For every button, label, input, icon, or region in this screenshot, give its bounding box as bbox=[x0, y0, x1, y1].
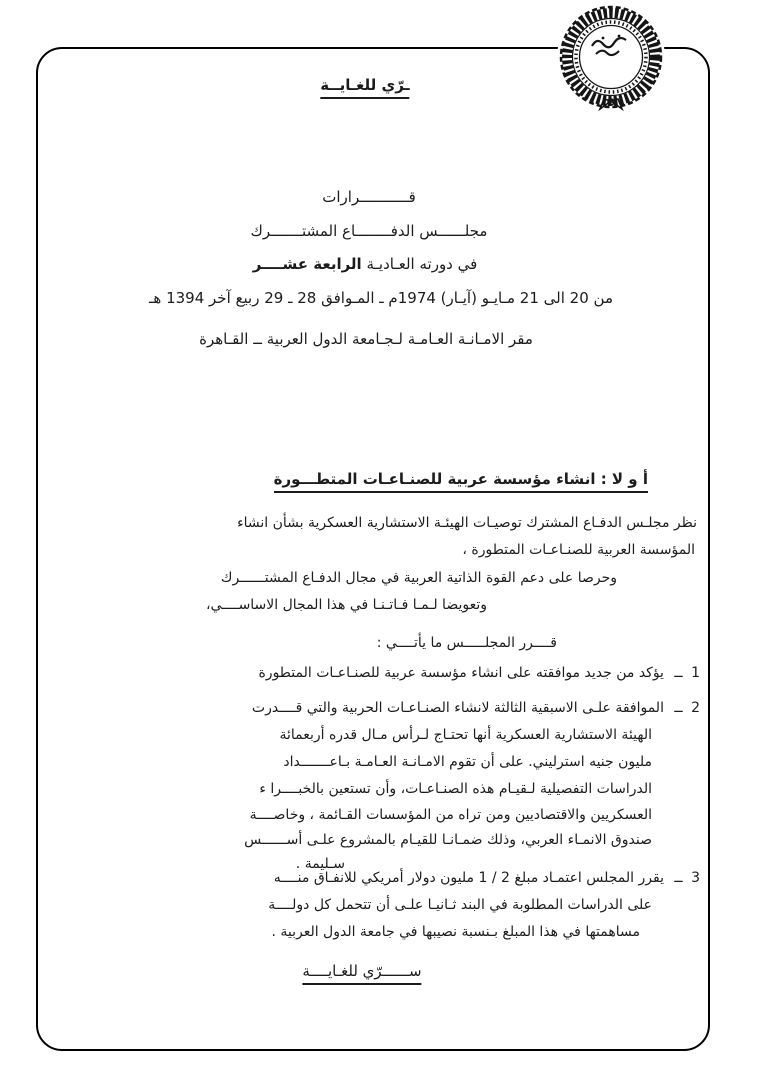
session-line bbox=[253, 255, 478, 273]
item-2-line-5: العسكريين والاقتصاديين ومن تراه من المؤسسات القـائمة ، وخاصــــة bbox=[249, 807, 652, 823]
session-venue: مقر الامـانـة العـامـة لـجـامعة الدول العربية ــ القـاهرة bbox=[199, 330, 533, 348]
classification-top bbox=[320, 76, 409, 94]
item-3-line-2: على الدراسات المطلوبة في البند ثـانيـا علـى أن تتحمل كل دولــــة bbox=[268, 897, 652, 913]
decision-item-1 bbox=[258, 665, 700, 681]
item-2-number: 2 bbox=[691, 700, 700, 716]
paragraph-2-line-1: وحرصا على دعم القوة الذاتية العربية في مجال الدفـاع المشتــــــرك bbox=[220, 570, 617, 586]
section-first-heading bbox=[274, 470, 648, 488]
classification-bottom bbox=[302, 962, 421, 980]
item-2-line-2: الهيئة الاستشارية العسكرية أنها تحتـاج لـرأس مـال قدره أربعمائة bbox=[279, 727, 652, 743]
item-2-line-4: الدراسات التفصيلية لـقيـام هذه الصنـاعـات، وأن تستعين بالخبــــرا ء bbox=[259, 781, 652, 797]
item-2-dash: ــ bbox=[674, 700, 683, 716]
arab-league-emblem-icon bbox=[556, 2, 666, 118]
classification-top-text: ـرّي للغـايــة bbox=[320, 76, 409, 99]
item-2-line-3: مليون جنيه استرليني. على أن تقوم الامـانـة العـامـة بـاعـــــــداد bbox=[283, 754, 652, 770]
session-dates: من 20 الى 21 مـايـو (آيـار) 1974م ـ المـوافق 28 ـ 29 ربيع آخر 1394 هـ bbox=[148, 289, 614, 307]
item-3-line-3: مساهمتها في هذا المبلغ بـنسبة نصيبها في جامعة الدول العربية . bbox=[271, 924, 640, 940]
decision-item-2 bbox=[252, 700, 700, 716]
session-number: الرابعة عشــــر bbox=[252, 255, 362, 273]
doc-title: قـــــــــــرارات bbox=[322, 188, 416, 206]
classification-bottom-text: ســــــرّي للغـايــــة bbox=[302, 962, 421, 985]
paragraph-2-line-2: وتعويضا لـمـا فـاتـنـا في هذا المجال الاساســــي، bbox=[205, 597, 487, 613]
item-1-number: 1 bbox=[691, 665, 700, 681]
council-name: مجلــــــس الدفــــــــاع المشتـــــــرك bbox=[250, 222, 488, 240]
arab-league-emblem bbox=[556, 2, 666, 118]
session-prefix: في دورته العـاديـة bbox=[366, 255, 478, 273]
section-first-heading-text: أ و لا : انشاء مؤسسة عربية للصنـاعـات المتطـــورة bbox=[274, 470, 648, 493]
paragraph-1-line-1: نظر مجلـس الدفـاع المشترك توصيـات الهيئـة الاستشارية العسكرية بشأن انشاء bbox=[237, 515, 697, 531]
item-3-dash: ــ bbox=[674, 870, 683, 886]
item-2-line-7: سـليمة . bbox=[295, 856, 345, 872]
decision-item-3 bbox=[274, 870, 700, 886]
decision-intro: قــــرر المجلـــــس ما يأتــــي : bbox=[376, 635, 557, 651]
paragraph-1-line-2: المؤسسة العربية للصنـاعـات المتطورة ، bbox=[462, 542, 695, 558]
item-2-line-1: الموافقة علـى الاسبقية الثالثة لانشاء الصنـاعـات الحربية والتي قــــدرت bbox=[251, 700, 664, 716]
item-3-number: 3 bbox=[691, 870, 700, 886]
item-1-dash: ــ bbox=[674, 665, 683, 681]
item-2-line-6: صندوق الانمـاء العربي، وذلك ضمـانـا للقيـام بالمشروع علـى أســــــس bbox=[244, 832, 652, 848]
item-1-line-1: يؤكد من جديد موافقته على انشاء مؤسسة عربية للصنـاعـات المتطورة bbox=[258, 665, 664, 681]
item-3-line-1: يقرر المجلس اعتمـاد مبلغ 2 / 1 مليون دولار أمريكي للانفـاق منــــه bbox=[273, 870, 664, 886]
